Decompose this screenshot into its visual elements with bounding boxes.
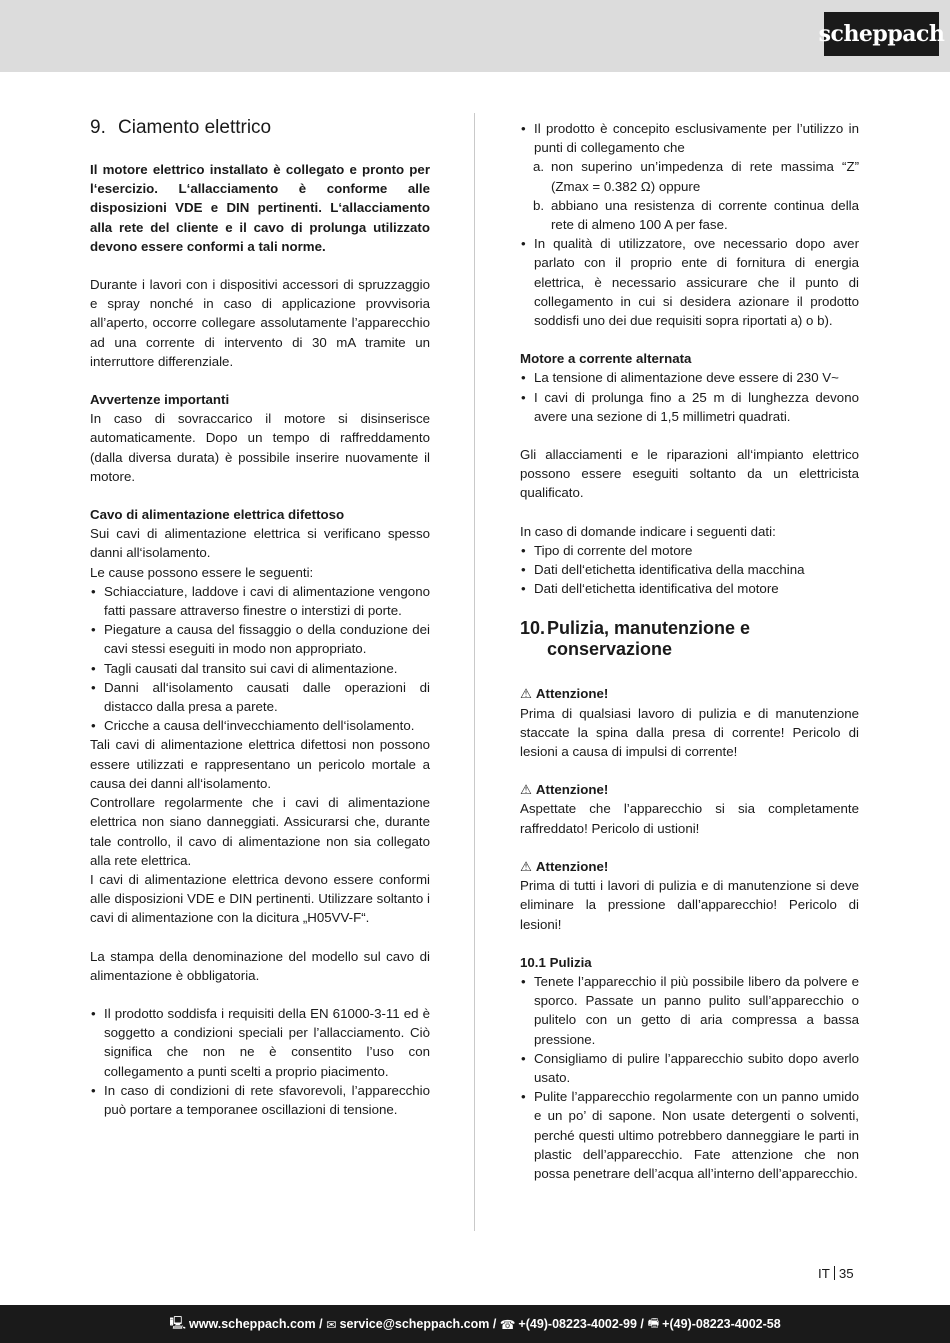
cable-paragraph-2: Controllare regolarmente che i cavi di alimentazione elettrica non siano danneggiati. Assicurarsi che, durante tale controllo, il cavo di alimentazione non sia collegato alla rete elettrica. <box>90 795 430 868</box>
condition-b-text: abbiano una resistenza di corrente continua della rete di almeno 100 A per fase. <box>551 197 859 233</box>
page-number <box>818 1264 854 1283</box>
warning-icon: ⚠ <box>520 782 532 798</box>
list-item: • Tagli causati dal transito sui cavi di alimentazione. <box>90 659 430 678</box>
computer-icon: 🖳 <box>169 1315 187 1330</box>
list-item: • Cricche a causa dell‘invecchiamento dell‘isolamento. <box>90 716 430 735</box>
cable-paragraph-1: Tali cavi di alimentazione elettrica difettosi non possono essere utilizzati e rappresentano un pericolo mortale a causa dei danni all‘isolamento. <box>90 737 430 791</box>
user-requirements-list <box>520 234 859 330</box>
header-bar <box>0 0 950 72</box>
ac-motor-list <box>520 368 859 426</box>
ac-motor-title: Motore a corrente alternata <box>520 351 692 367</box>
spray-paragraph: Durante i lavori con i dispositivi accessori di spruzzaggio e spray nonché in caso di applicazione provvisoria all’aperto, occorre collegare assolutamente l’apparecchio ad una corrente di intervento di 30 mA tramite un interruttore differenziale. <box>90 277 430 369</box>
list-item: • Schiacciature, laddove i cavi di alimentazione vengono fatti passare attraverso finestre o interstizi di porte. <box>90 582 430 620</box>
en-requirements-list <box>90 1004 430 1119</box>
scheppach-logo <box>818 12 945 56</box>
cable-paragraph-3: I cavi di alimentazione elettrica devono essere conformi alle disposizioni VDE e DIN pertinenti. Utilizzare soltanto i cavi di alimentazione con la dicitura „H05VV-F“. <box>90 871 430 926</box>
defective-cable-title: Cavo di alimentazione elettrica difettoso <box>90 507 345 523</box>
list-item: • In caso di condizioni di rete sfavorevoli, l’apparecchio può portare a temporanee oscillazioni di tensione. <box>90 1081 430 1119</box>
attention-1-text: Prima di qualsiasi lavoro di pulizia e di manutenzione staccate la spina dalla presa di corrente! Pericolo di lesioni a causa di impulsi di corrente! <box>520 705 859 760</box>
list-item: • Piegature a causa del fissaggio o della conduzione dei cavi stessi eseguiti in modo non appropriato. <box>90 620 430 658</box>
cleaning-list <box>520 972 859 1183</box>
attention-1-title <box>520 684 859 703</box>
list-item: • Tipo di corrente del motore <box>520 541 859 560</box>
defective-cable-text-1: Sui cavi di alimentazione elettrica si verificano spesso danni all‘isolamento. <box>90 526 430 561</box>
section-9-heading <box>90 116 430 140</box>
important-warnings-title: Avvertenze importanti <box>90 392 230 408</box>
list-item: • La tensione di alimentazione deve essere di 230 V~ <box>520 368 859 387</box>
cleaning-title: 10.1 Pulizia <box>520 954 592 970</box>
list-item: • Danni all‘isolamento causati dalle operazioni di distacco dalla presa a parete. <box>90 678 430 716</box>
item-mark-a: a. <box>533 159 545 175</box>
left-column <box>90 112 430 1119</box>
important-warnings-text: In caso di sovraccarico il motore si disinserisce automaticamente. Dopo un tempo di raffreddamento (dalla diversa durata) è possibile inserire nuovamente il motore. <box>90 411 430 484</box>
section-10-number: 10. <box>520 618 546 639</box>
footer-separator: / <box>319 1317 323 1331</box>
fax-icon: 🖷 <box>647 1315 660 1330</box>
page-lang: IT <box>818 1266 830 1281</box>
footer-bar <box>0 1305 950 1343</box>
list-item: • Dati dell‘etichetta identificativa del motore <box>520 579 859 598</box>
footer-phone[interactable]: +(49)-08223-4002-99 <box>518 1317 637 1331</box>
connection-points-list <box>520 119 859 157</box>
section-9-number: 9. <box>90 117 106 138</box>
list-item: • Il prodotto soddisfa i requisiti della EN 61000-3-11 ed è soggetto a condizioni speciali per l’allacciamento. Ciò significa che non ne è consentito l’uso con collegamento a punti scelti a proprio piacimento. <box>90 1004 430 1081</box>
list-item <box>533 157 859 195</box>
attention-2-title <box>520 780 859 799</box>
attention-2-label: Attenzione! <box>535 782 609 798</box>
page-num: 35 <box>838 1266 854 1281</box>
list-item <box>520 119 859 157</box>
mail-icon: ✉ <box>326 1317 337 1332</box>
item-mark-b: b. <box>533 197 545 213</box>
section-10-heading <box>520 618 859 660</box>
column-divider <box>474 113 475 1231</box>
attention-3-title <box>520 857 859 876</box>
attention-3-text: Prima di tutti i lavori di pulizia e di manutenzione si deve eliminare la pressione dall’apparecchio! Pericolo di lesioni! <box>520 878 859 932</box>
electrician-paragraph: Gli allacciamenti e le riparazioni all‘impianto elettrico possono essere eseguiti soltanto da un elettricista qualificato. <box>520 447 859 501</box>
logo-text: scheppach <box>818 21 945 47</box>
list-item: • I cavi di prolunga fino a 25 m di lunghezza devono avere una sezione di 1,5 millimetri quadrati. <box>520 388 859 426</box>
list-item: • In qualità di utilizzatore, ove necessario dopo aver parlato con il proprio ente di fornitura di energia elettrica, è necessario assicurare che il punto di collegamento in cui si desidera azionare il prodotto soddisfi uno dei due requisiti sopra riportati a) o b). <box>520 234 859 330</box>
attention-1-label: Attenzione! <box>535 686 609 702</box>
impedance-conditions-list <box>520 157 859 234</box>
list-item: • Tenete l’apparecchio il più possibile libero da polvere e sporco. Passate un panno pulito sull’apparecchio o pulitelo con un getto di aria compressa a bassa pressione. <box>520 972 859 1049</box>
section-9-title: Ciamento elettrico <box>118 117 272 138</box>
list-item: • Dati dell‘etichetta identificativa della macchina <box>520 560 859 579</box>
phone-icon: ☎ <box>499 1317 516 1332</box>
questions-paragraph: In caso di domande indicare i seguenti dati: <box>520 523 776 539</box>
footer-website[interactable]: www.scheppach.com <box>189 1317 316 1331</box>
list-item: • Consigliamo di pulire l’apparecchio subito dopo averlo usato. <box>520 1049 859 1087</box>
right-column <box>520 119 859 1183</box>
page-separator <box>834 1266 835 1280</box>
warning-icon: ⚠ <box>520 686 532 702</box>
intro-paragraph: Il motore elettrico installato è collegato e pronto per l‘esercizio. L‘allacciamento è conforme alle disposizioni VDE e DIN pertinenti. L‘allacciamento alla rete del cliente e il cavo di prolunga utilizzato devono essere conformi a tali norme. <box>90 162 430 254</box>
cable-causes-list <box>90 582 430 736</box>
attention-2-text: Aspettate che l’apparecchio si sia completamente raffreddato! Pericolo di ustioni! <box>520 801 859 836</box>
footer-separator: / <box>640 1317 644 1331</box>
connection-points-text: Il prodotto è concepito esclusivamente per l’utilizzo in punti di collegamento che <box>534 121 859 156</box>
section-10-title: Pulizia, manutenzione e conservazione <box>547 618 751 660</box>
defective-cable-text-2: Le cause possono essere le seguenti: <box>90 564 314 580</box>
warning-icon: ⚠ <box>520 858 532 874</box>
model-print-paragraph: La stampa della denominazione del modello sul cavo di alimentazione è obbligatoria. <box>90 948 430 983</box>
attention-3-label: Attenzione! <box>535 858 609 874</box>
list-item <box>533 196 859 234</box>
footer-fax: +(49)-08223-4002-58 <box>662 1317 781 1331</box>
footer-separator: / <box>492 1317 497 1331</box>
footer-email[interactable]: service@scheppach.com <box>339 1317 490 1331</box>
list-item: • Pulite l’apparecchio regolarmente con un panno umido e un po’ di sapone. Non usate detergenti o solventi, perché questi ultimo potrebbero danneggiare le parti in plastic dell’apparecchio. Fate attenzione che non possa penetrare dell’acqua all’interno dell’apparecchio. <box>520 1087 859 1183</box>
condition-a-text: non superino un’impedenza di rete massima “Z” (Zmax = 0.382 Ω) oppure <box>551 159 859 194</box>
questions-list <box>520 541 859 599</box>
